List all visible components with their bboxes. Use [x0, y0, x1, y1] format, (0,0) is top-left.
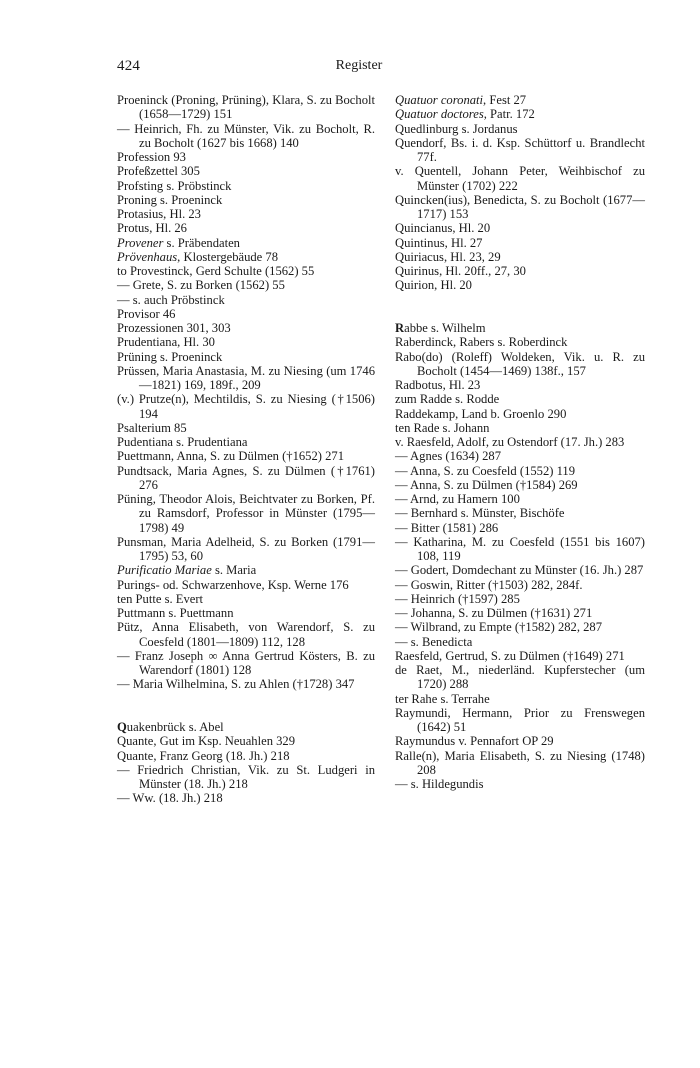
index-entry	[395, 421, 645, 435]
index-text: — s. auch Pröbstinck	[117, 292, 225, 307]
index-text: — Katharina, M. zu Coesfeld (1551 bis 1607) 108, 119	[395, 534, 645, 563]
running-head: Register	[335, 58, 383, 73]
index-entry	[117, 578, 375, 592]
index-entry	[395, 435, 645, 449]
index-text: v. Raesfeld, Adolf, zu Ostendorf (17. Jh.) 283	[395, 435, 625, 449]
index-text: uakenbrück s. Abel	[126, 720, 224, 734]
index-text: Protus, Hl. 26	[117, 221, 187, 236]
index-entry	[117, 193, 375, 207]
index-text: Quante, Gut im Ksp. Neuahlen 329	[117, 734, 296, 749]
index-text: Profession 93	[117, 150, 186, 164]
index-subentry	[395, 492, 645, 506]
index-text: Raddekamp, Land b. Groenlo 290	[395, 406, 567, 421]
index-entry	[117, 606, 375, 620]
index-subentry	[395, 592, 645, 606]
index-term-italic: Quatuor coronati	[395, 93, 484, 107]
index-entry	[117, 93, 375, 122]
index-text: — Wilbrand, zu Empte (†1582) 282, 287	[395, 620, 603, 635]
index-entry	[395, 193, 645, 222]
index-entry	[117, 364, 375, 393]
index-text: Quirion, Hl. 20	[395, 278, 472, 293]
index-text: — Heinrich (†1597) 285	[395, 591, 520, 606]
index-text: Raesfeld, Gertrud, S. zu Dülmen (†1649) 271	[395, 648, 625, 663]
index-entry	[395, 378, 645, 392]
index-text: Profeßzettel 305	[117, 164, 200, 179]
index-text: — Godert, Domdechant zu Münster (16. Jh.) 287	[395, 563, 644, 578]
index-text: Quincianus, Hl. 20	[395, 221, 491, 236]
index-text: Profsting s. Pröbstinck	[117, 178, 232, 193]
index-term-italic: Purificatio Mariae	[117, 563, 212, 578]
index-entry	[395, 93, 645, 107]
index-entry	[117, 734, 375, 748]
index-entry	[117, 535, 375, 564]
index-subentry	[395, 620, 645, 634]
index-text: Punsman, Maria Adelheid, S. zu Borken (1791—1795) 53, 60	[117, 534, 375, 563]
index-text: Puettmann, Anna, S. zu Dülmen (†1652) 271	[117, 449, 345, 464]
index-text: — Maria Wilhelmina, S. zu Ahlen (†1728) 347	[117, 677, 355, 692]
index-subentry	[395, 478, 645, 492]
index-text: — Agnes (1634) 287	[395, 449, 501, 464]
index-text: , Klostergebäude 78	[177, 249, 279, 264]
index-entry	[117, 264, 375, 278]
index-text: s. Maria	[211, 563, 257, 578]
index-text: Quedlinburg s. Jordanus	[395, 121, 518, 136]
index-text: Pütz, Anna Elisabeth, von Warendorf, S. zu Coesfeld (1801—1809) 112, 128	[117, 620, 375, 649]
index-text: , Fest 27	[483, 93, 527, 107]
index-entry	[117, 236, 375, 250]
index-entry	[395, 734, 645, 748]
index-text: Quendorf, Bs. i. d. Ksp. Schüttorf u. Brandlecht 77f.	[395, 135, 645, 164]
index-entry	[395, 250, 645, 264]
index-subentry	[117, 122, 375, 151]
index-entry	[117, 221, 375, 235]
index-subentry	[395, 563, 645, 577]
index-text: Quirinus, Hl. 20ff., 27, 30	[395, 264, 526, 278]
index-text: Raymundus v. Pennafort OP 29	[395, 734, 554, 749]
index-text: — Franz Joseph ∞ Anna Gertrud Kösters, B. zu Warendorf (1801) 128	[117, 648, 375, 677]
index-entry	[117, 179, 375, 193]
index-entry	[117, 250, 375, 264]
index-text: — s. Hildegundis	[395, 777, 484, 791]
index-text: zum Radde s. Rodde	[395, 392, 500, 407]
index-text: — Bernhard s. Münster, Bischöfe	[395, 506, 565, 521]
index-subentry	[395, 578, 645, 592]
index-text: — Ww. (18. Jh.) 218	[117, 791, 223, 806]
index-subentry	[395, 464, 645, 478]
index-entry	[395, 335, 645, 349]
index-entry	[117, 449, 375, 463]
index-entry	[395, 107, 645, 121]
index-subentry	[395, 777, 645, 791]
index-entry	[117, 563, 375, 577]
index-text: Prüssen, Maria Anastasia, M. zu Niesing (um 1746—1821) 169, 189f., 209	[117, 363, 375, 392]
index-text: Puttmann s. Puettmann	[117, 606, 234, 620]
index-entry	[395, 749, 645, 778]
index-entry	[117, 207, 375, 221]
index-text: , Patr. 172	[483, 107, 535, 122]
index-text: Quincken(ius), Benedicta, S. zu Bocholt (1677—1717) 153	[395, 192, 645, 221]
index-subentry	[117, 278, 375, 292]
index-text: — Arnd, zu Hamern 100	[395, 492, 520, 506]
index-text: Protasius, Hl. 23	[117, 207, 201, 221]
index-entry	[117, 392, 375, 421]
index-subentry	[395, 535, 645, 564]
section-initial: R	[395, 321, 405, 335]
index-entry	[395, 122, 645, 136]
index-text: abbe s. Wilhelm	[404, 321, 486, 335]
index-text: Quiriacus, Hl. 23, 29	[395, 249, 501, 264]
index-text: Quintinus, Hl. 27	[395, 235, 483, 250]
index-entry	[117, 749, 375, 763]
index-text: Pundtsack, Maria Agnes, S. zu Dülmen (†1761) 276	[117, 463, 375, 492]
index-entry	[117, 150, 375, 164]
index-text: — Friedrich Christian, Vik. zu St. Ludgeri in Münster (18. Jh.) 218	[117, 762, 375, 791]
index-entry	[395, 392, 645, 406]
index-entry	[395, 278, 645, 292]
index-text: Prudentiana, Hl. 30	[117, 335, 215, 350]
index-text: Prozessionen 301, 303	[117, 321, 231, 335]
index-entry	[117, 464, 375, 493]
index-term-italic: Provener	[117, 235, 164, 250]
index-text: Pudentiana s. Prudentiana	[117, 435, 248, 449]
index-entry	[117, 335, 375, 349]
page-number: 424	[117, 58, 141, 74]
index-text: Provisor 46	[117, 306, 176, 321]
index-entry	[117, 435, 375, 449]
index-text: Ralle(n), Maria Elisabeth, S. zu Niesing (1748) 208	[395, 748, 645, 777]
index-subentry	[395, 449, 645, 463]
index-text: ter Rahe s. Terrahe	[395, 691, 490, 706]
index-subentry	[395, 635, 645, 649]
index-entry	[117, 164, 375, 178]
index-entry	[395, 663, 645, 692]
index-text: — Bitter (1581) 286	[395, 520, 499, 535]
index-subentry	[117, 677, 375, 691]
index-subentry	[395, 606, 645, 620]
index-entry	[395, 136, 645, 165]
index-text: — Heinrich, Fh. zu Münster, Vik. zu Bocholt, R. zu Bocholt (1627 bis 1668) 140	[117, 121, 375, 150]
index-subentry	[395, 521, 645, 535]
index-column-left	[117, 93, 375, 806]
index-entry	[117, 350, 375, 364]
index-term-italic: Quatuor doctores	[395, 107, 484, 122]
index-text: de Raet, M., niederländ. Kupferstecher (um 1720) 288	[395, 663, 645, 692]
index-text: s. Präbendaten	[163, 235, 240, 250]
index-subentry	[395, 506, 645, 520]
index-text: ten Rade s. Johann	[395, 420, 490, 435]
index-text: Radbotus, Hl. 23	[395, 378, 481, 392]
index-text: Quante, Franz Georg (18. Jh.) 218	[117, 748, 290, 763]
index-text: Proning s. Proeninck	[117, 192, 223, 207]
index-text: ten Putte s. Evert	[117, 591, 204, 606]
index-entry	[395, 649, 645, 663]
index-text: Purings- od. Schwarzenhove, Ksp. Werne 176	[117, 577, 349, 592]
index-entry	[395, 264, 645, 278]
index-text: Püning, Theodor Alois, Beichtvater zu Borken, Pf. zu Ramsdorf, Professor in Münster (1795—1798) 49	[117, 492, 375, 535]
index-entry	[117, 592, 375, 606]
index-entry	[117, 620, 375, 649]
index-text: Psalterium 85	[117, 420, 187, 435]
section-gap	[117, 692, 375, 721]
index-entry	[395, 164, 645, 193]
index-entry	[395, 221, 645, 235]
index-entry	[395, 350, 645, 379]
index-entry	[395, 236, 645, 250]
index-entry	[395, 692, 645, 706]
index-text: — s. Benedicta	[395, 634, 473, 649]
index-text: to Provestinck, Gerd Schulte (1562) 55	[117, 264, 315, 278]
index-entry	[117, 421, 375, 435]
index-text: — Goswin, Ritter (†1503) 282, 284f.	[395, 577, 583, 592]
index-text: — Anna, S. zu Coesfeld (1552) 119	[395, 463, 576, 478]
index-text: v. Quentell, Johann Peter, Weihbischof zu Münster (1702) 222	[395, 164, 645, 193]
index-entry	[117, 720, 375, 734]
index-text: — Johanna, S. zu Dülmen (†1631) 271	[395, 606, 593, 620]
index-column-right	[395, 93, 645, 791]
index-text: Prüning s. Proeninck	[117, 349, 223, 364]
index-text: — Anna, S. zu Dülmen (†1584) 269	[395, 477, 578, 492]
index-subentry	[117, 293, 375, 307]
section-initial: Q	[117, 720, 127, 734]
index-entry	[117, 492, 375, 535]
index-text: Rabo(do) (Roleff) Woldeken, Vik. u. R. zu Bocholt (1454—1469) 138f., 157	[395, 349, 645, 378]
index-subentry	[117, 791, 375, 805]
index-subentry	[117, 763, 375, 792]
index-subentry	[117, 649, 375, 678]
index-term-italic: Prövenhaus	[117, 249, 178, 264]
index-text: (v.) Prutze(n), Mechtildis, S. zu Niesing (†1506) 194	[117, 392, 375, 421]
index-text: Raymundi, Hermann, Prior zu Frenswegen (1642) 51	[395, 705, 645, 734]
index-entry	[395, 706, 645, 735]
index-entry	[117, 307, 375, 321]
index-entry	[395, 407, 645, 421]
index-entry	[117, 321, 375, 335]
index-text: — Grete, S. zu Borken (1562) 55	[117, 278, 285, 293]
index-text: Proeninck (Proning, Prüning), Klara, S. zu Bocholt (1658—1729) 151	[117, 93, 375, 122]
index-text: Raberdinck, Rabers s. Roberdinck	[395, 335, 568, 350]
index-entry	[395, 321, 645, 335]
section-gap	[395, 293, 645, 322]
